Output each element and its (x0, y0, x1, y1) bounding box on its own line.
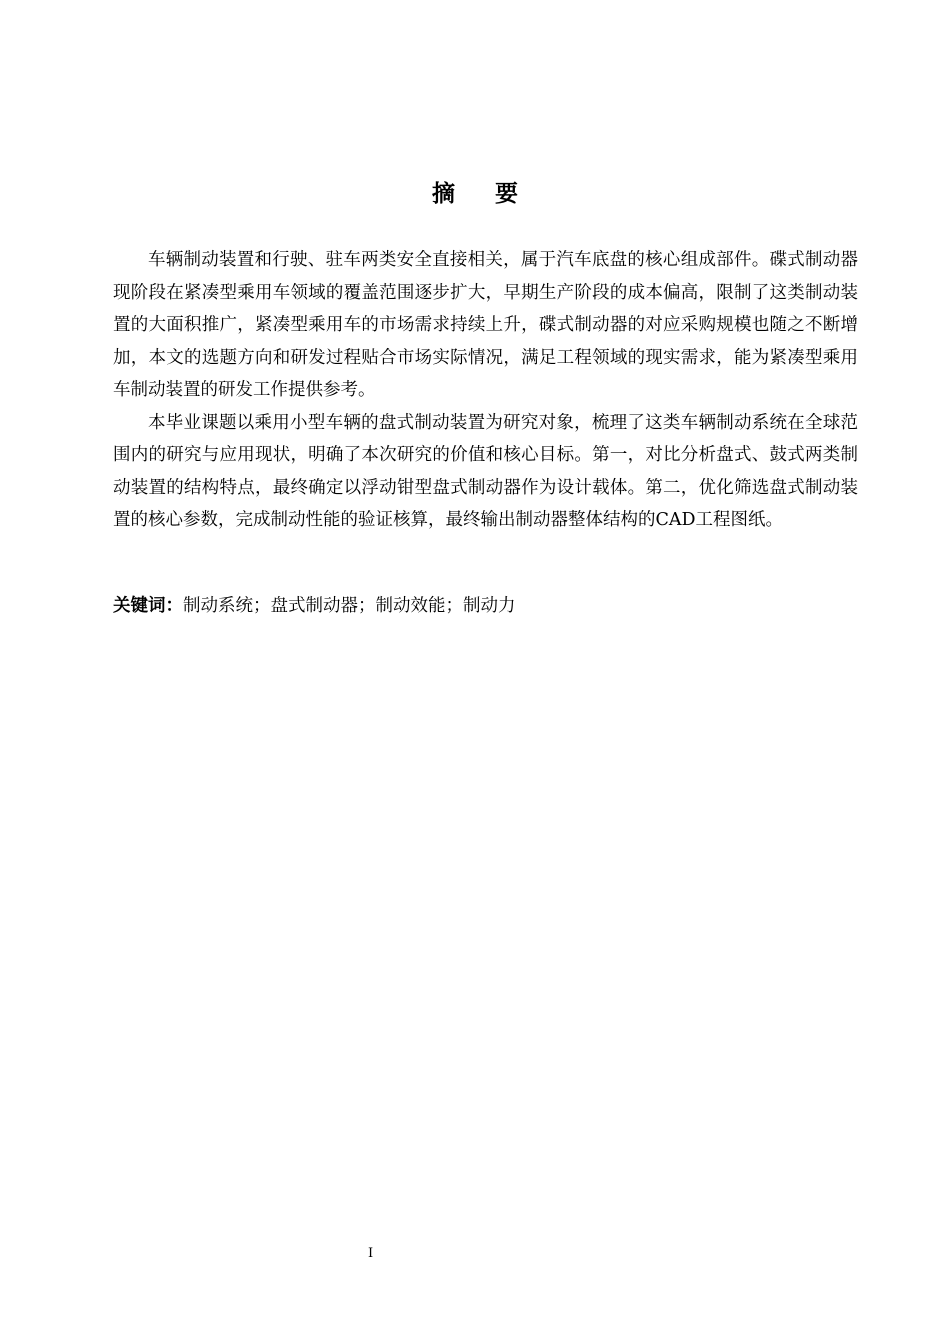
abstract-title (0, 178, 950, 210)
keywords-text: 制动系统；盘式制动器；制动效能；制动力 (183, 596, 516, 616)
abstract-title-part-2: 要 (495, 181, 518, 207)
keywords-label: 关键词： (113, 596, 183, 616)
abstract-body (113, 244, 858, 537)
abstract-paragraph-2: 本毕业课题以乘用小型车辆的盘式制动装置为研究对象，梳理了这类车辆制动系统在全球范围内的研究与应用现状，明确了本次研究的价值和核心目标。第一，对比分析盘式、鼓式两类制动装置的结构特点，最终确定以浮动钳型盘式制动器作为设计载体。第二，优化筛选盘式制动装置的核心参数，完成制动性能的验证核算，最终输出制动器整体结构的CAD工程图纸。 (113, 412, 858, 530)
page-number: I (368, 1246, 374, 1261)
abstract-title-part-1: 摘 (432, 181, 455, 207)
keywords-line (113, 592, 858, 620)
abstract-paragraph-1: 车辆制动装置和行驶、驻车两类安全直接相关，属于汽车底盘的核心组成部件。碟式制动器现阶段在紧凑型乘用车领域的覆盖范围逐步扩大，早期生产阶段的成本偏高，限制了这类制动装置的大面积推广，紧凑型乘用车的市场需求持续上升，碟式制动器的对应采购规模也随之不断增加，本文的选题方向和研发过程贴合市场实际情况，满足工程领域的现实需求，能为紧凑型乘用车制动装置的研发工作提供参考。 (113, 250, 858, 400)
